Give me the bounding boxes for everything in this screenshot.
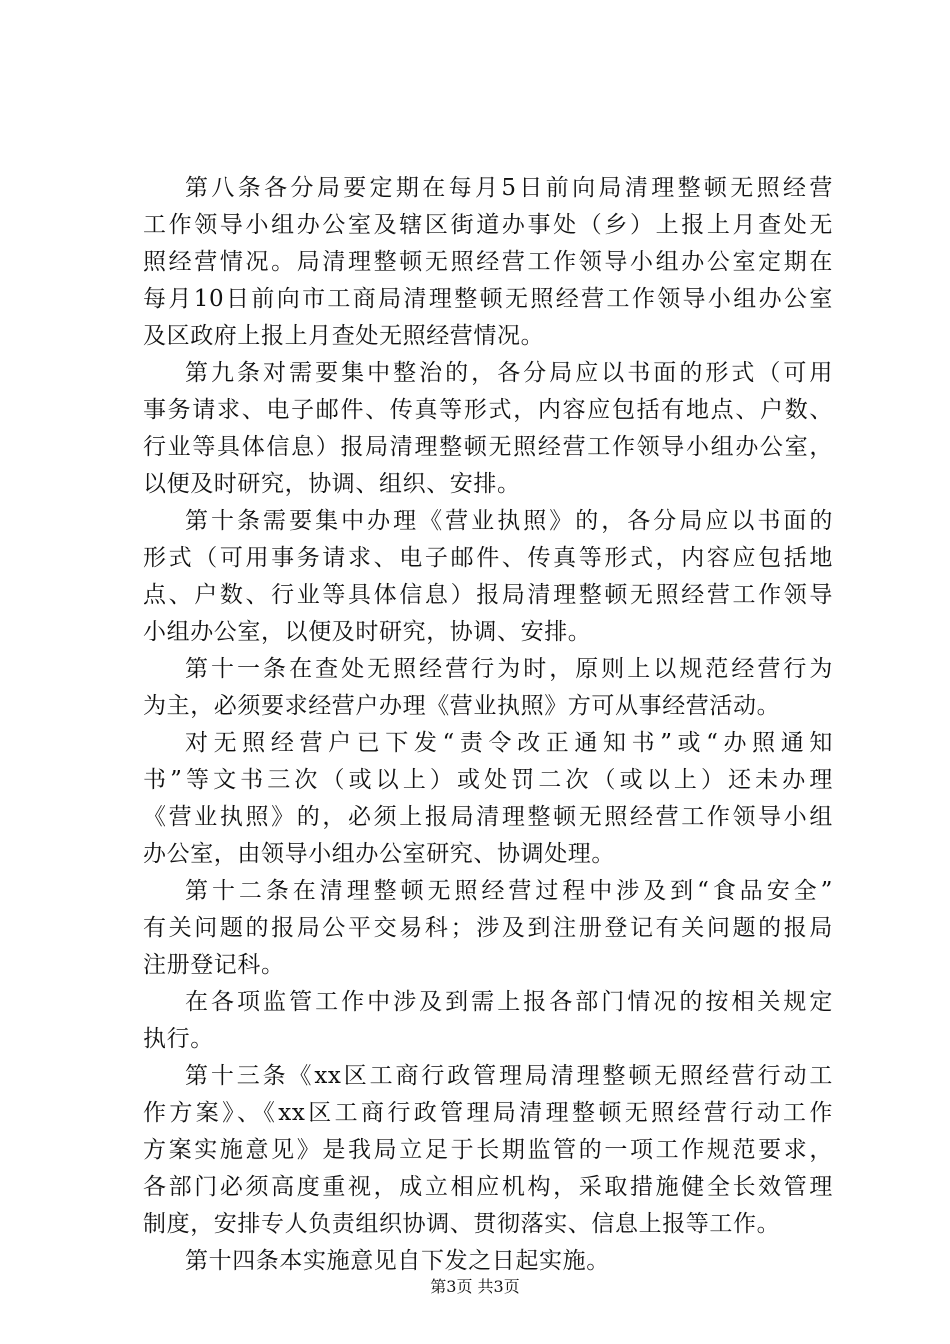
paragraph-article-12 <box>143 873 833 984</box>
paragraph-line: 工作领导小组办公室及辖区街道办事处（乡）上报上月查处无 <box>143 212 833 238</box>
paragraph-line: 点、户数、行业等具体信息）报局清理整顿无照经营工作领导 <box>143 582 833 608</box>
document-body <box>143 170 833 1280</box>
paragraph-line: 形式（可用事务请求、电子邮件、传真等形式，内容应包括地 <box>143 545 833 571</box>
paragraph-line: 及区政府上报上月查处无照经营情况。 <box>143 323 545 349</box>
paragraph-line: 每月10日前向市工商局清理整顿无照经营工作领导小组办公室 <box>143 286 833 312</box>
paragraph-line: 第十一条在查处无照经营行为时，原则上以规范经营行为 <box>185 656 833 682</box>
paragraph-line: 在各项监管工作中涉及到需上报各部门情况的按相关规定 <box>185 989 833 1015</box>
paragraph-line: 为主，必须要求经营户办理《营业执照》方可从事经营活动。 <box>143 693 781 719</box>
paragraph-line: 对无照经营户已下发“责令改正通知书”或“办照通知 <box>185 730 833 756</box>
paragraph-line: 执行。 <box>143 1026 214 1052</box>
paragraph-line: 第八条各分局要定期在每月5日前向局清理整顿无照经营 <box>185 175 833 201</box>
paragraph-article-11-2 <box>143 725 833 873</box>
paragraph-line: 书”等文书三次（或以上）或处罚二次（或以上）还未办理 <box>143 767 833 793</box>
paragraph-line: 注册登记科。 <box>143 952 285 978</box>
paragraph-line: 行业等具体信息）报局清理整顿无照经营工作领导小组办公室， <box>143 434 833 460</box>
paragraph-line: 第九条对需要集中整治的，各分局应以书面的形式（可用 <box>185 360 833 386</box>
paragraph-line: 制度，安排专人负责组织协调、贯彻落实、信息上报等工作。 <box>143 1211 781 1237</box>
paragraph-article-13 <box>143 1058 833 1243</box>
paragraph-line: 《营业执照》的，必须上报局清理整顿无照经营工作领导小组 <box>143 804 833 830</box>
paragraph-line: 办公室，由领导小组办公室研究、协调处理。 <box>143 841 615 867</box>
paragraph-article-9 <box>143 355 833 503</box>
paragraph-line: 第十三条《xx区工商行政管理局清理整顿无照经营行动工 <box>185 1063 833 1089</box>
paragraph-article-12-2 <box>143 984 833 1058</box>
paragraph-article-11 <box>143 651 833 725</box>
paragraph-line: 有关问题的报局公平交易科；涉及到注册登记有关问题的报局 <box>143 915 833 941</box>
paragraph-line: 事务请求、电子邮件、传真等形式，内容应包括有地点、户数、 <box>143 397 833 423</box>
paragraph-line: 作方案》、《xx区工商行政管理局清理整顿无照经营行动工作 <box>143 1100 833 1126</box>
paragraph-line: 各部门必须高度重视，成立相应机构，采取措施健全长效管理 <box>143 1174 833 1200</box>
paragraph-line: 照经营情况。局清理整顿无照经营工作领导小组办公室定期在 <box>143 249 833 275</box>
paragraph-line: 小组办公室，以便及时研究，协调、安排。 <box>143 619 592 645</box>
page-footer: 第3页 共3页 <box>430 1277 520 1296</box>
paragraph-article-8 <box>143 170 833 355</box>
paragraph-line: 第十条需要集中办理《营业执照》的，各分局应以书面的 <box>185 508 833 534</box>
paragraph-line: 第十四条本实施意见自下发之日起实施。 <box>185 1248 610 1274</box>
paragraph-line: 以便及时研究，协调、组织、安排。 <box>143 471 521 497</box>
paragraph-line: 第十二条在清理整顿无照经营过程中涉及到“食品安全” <box>185 878 833 904</box>
paragraph-article-10 <box>143 503 833 651</box>
paragraph-line: 方案实施意见》是我局立足于长期监管的一项工作规范要求， <box>143 1137 833 1163</box>
